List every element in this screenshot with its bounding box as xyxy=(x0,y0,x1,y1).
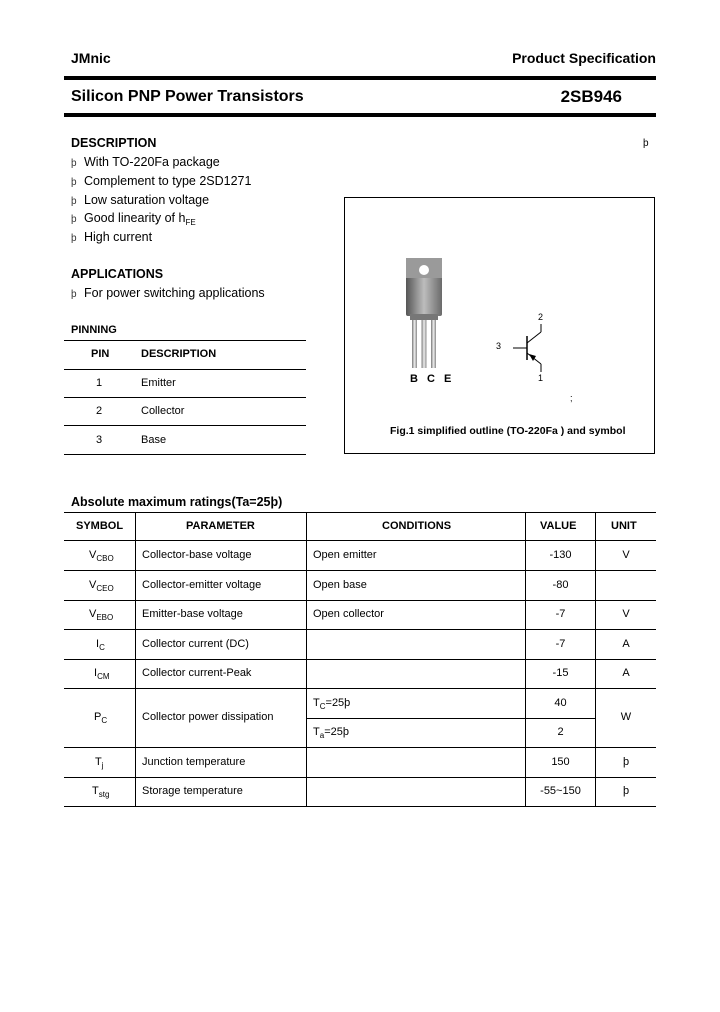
title-rule xyxy=(64,113,656,117)
symbol-pin-2: 2 xyxy=(538,312,544,322)
table-rule xyxy=(64,777,656,778)
table-divider xyxy=(306,512,307,807)
pinning-rule xyxy=(64,397,306,398)
pin-number: 1 xyxy=(96,377,103,389)
pinning-heading: PINNING xyxy=(71,324,117,336)
symbol-cell: $V_{EBO}$ xyxy=(89,608,114,622)
pin-description: Emitter xyxy=(141,377,176,389)
unit-cell: þ xyxy=(622,785,630,797)
value-cell: 2 xyxy=(557,726,564,738)
symbol-cell: $P_C$ xyxy=(94,711,108,725)
pinning-rule xyxy=(64,425,306,426)
description-item-text: Complement to type 2SD1271 xyxy=(84,174,252,188)
description-item-sub: FE xyxy=(185,218,196,227)
description-item xyxy=(71,155,220,169)
symbol-cell: $V_{CEO}$ xyxy=(89,579,114,593)
figure-caption: Fig.1 simplified outline (TO-220Fa ) and symbol xyxy=(390,425,626,437)
pin-number: 3 xyxy=(96,434,103,446)
stray-mark: þ xyxy=(643,138,649,149)
bullet-icon: þ xyxy=(71,158,77,169)
symbol-column-header: SYMBOL xyxy=(76,520,124,532)
symbol-cell: $I_C$ xyxy=(96,638,105,652)
ratings-table xyxy=(64,512,656,807)
table-rule xyxy=(64,512,656,513)
ratings-heading: Absolute maximum ratings(Ta=25þ) xyxy=(71,495,283,509)
bullet-icon: þ xyxy=(71,196,77,207)
parameter-column-header: PARAMETER xyxy=(186,520,255,532)
transistor-symbol-icon xyxy=(505,316,555,378)
application-item xyxy=(71,286,265,300)
value-cell: 40 xyxy=(554,697,567,709)
header-rule xyxy=(64,76,656,80)
unit-cell: A xyxy=(622,638,630,650)
unit-cell: W xyxy=(620,711,632,723)
value-cell: -80 xyxy=(552,579,569,591)
unit-cell: V xyxy=(622,549,630,561)
description-heading: DESCRIPTION xyxy=(71,136,157,150)
description-column-header: DESCRIPTION xyxy=(141,348,217,360)
table-rule xyxy=(64,629,656,630)
value-cell: -7 xyxy=(555,608,566,620)
parameter-cell: Collector-base voltage xyxy=(142,549,252,561)
conditions-cell: Open emitter xyxy=(313,549,377,561)
parameter-cell: Collector-emitter voltage xyxy=(142,579,262,591)
value-cell: -55~150 xyxy=(540,785,581,797)
pinning-rule xyxy=(64,340,306,341)
parameter-cell: Emitter-base voltage xyxy=(142,608,243,620)
value-cell: -7 xyxy=(555,638,566,650)
unit-cell: A xyxy=(622,667,630,679)
figure-box xyxy=(344,197,655,454)
pin-number: 2 xyxy=(96,405,103,417)
parameter-cell: Collector current (DC) xyxy=(142,638,249,650)
parameter-cell: Collector current-Peak xyxy=(142,667,252,679)
unit-cell: þ xyxy=(622,756,630,768)
pin-description: Base xyxy=(141,434,167,446)
value-cell: 150 xyxy=(551,756,570,768)
symbol-cell: $V_{CBO}$ xyxy=(89,549,114,563)
package-pin-labels: B C E xyxy=(410,373,455,385)
conditions-cell: Open base xyxy=(313,579,367,591)
stray-dot: ; xyxy=(570,393,573,403)
description-item xyxy=(71,211,196,227)
table-rule xyxy=(64,570,656,571)
conditions-cell: $T_C=25þ$ xyxy=(313,697,351,711)
parameter-cell: Junction temperature xyxy=(142,756,246,768)
symbol-cell: $I_{CM}$ xyxy=(94,667,110,681)
brand-name: JMnic xyxy=(71,50,111,66)
part-number: 2SB946 xyxy=(560,87,622,106)
value-column-header: VALUE xyxy=(540,520,577,532)
table-divider xyxy=(135,512,136,807)
unit-cell: V xyxy=(622,608,630,620)
description-item-text: Low saturation voltage xyxy=(84,193,210,207)
applications-heading: APPLICATIONS xyxy=(71,267,164,281)
application-item-text: For power switching applications xyxy=(84,286,265,300)
page-title: Silicon PNP Power Transistors xyxy=(71,88,304,105)
parameter-cell: Storage temperature xyxy=(142,785,243,797)
conditions-cell: $T_a=25þ$ xyxy=(313,726,349,740)
table-rule xyxy=(64,659,656,660)
symbol-cell: $T_{stg}$ xyxy=(92,785,110,799)
pinning-rule xyxy=(64,454,306,455)
pinning-rule xyxy=(64,369,306,370)
table-rule xyxy=(306,718,595,719)
value-cell: -15 xyxy=(552,667,569,679)
value-cell: -130 xyxy=(549,549,572,561)
package-outline-icon xyxy=(400,256,450,376)
table-rule xyxy=(64,688,656,689)
bullet-icon: þ xyxy=(71,233,77,244)
pin-description: Collector xyxy=(141,405,185,417)
description-item-text: With TO-220Fa package xyxy=(84,155,220,169)
conditions-cell: Open collector xyxy=(313,608,384,620)
symbol-pin-3: 3 xyxy=(496,341,502,351)
symbol-pin-1: 1 xyxy=(538,373,544,383)
unit-column-header: UNIT xyxy=(611,520,637,532)
bullet-icon: þ xyxy=(71,214,77,225)
description-item xyxy=(71,174,251,188)
description-item xyxy=(71,230,152,244)
table-rule xyxy=(64,747,656,748)
bullet-icon: þ xyxy=(71,289,77,300)
table-rule xyxy=(64,600,656,601)
table-rule xyxy=(64,806,656,807)
symbol-cell: $T_j$ xyxy=(95,756,104,770)
description-item xyxy=(71,193,209,207)
description-item-text: Good linearity of h xyxy=(84,211,186,225)
table-rule xyxy=(64,540,656,541)
conditions-column-header: CONDITIONS xyxy=(382,520,452,532)
pin-column-header: PIN xyxy=(91,348,110,360)
parameter-cell: Collector power dissipation xyxy=(142,711,274,723)
bullet-icon: þ xyxy=(71,177,77,188)
description-item-text: High current xyxy=(84,230,153,244)
document-type: Product Specification xyxy=(512,50,656,66)
